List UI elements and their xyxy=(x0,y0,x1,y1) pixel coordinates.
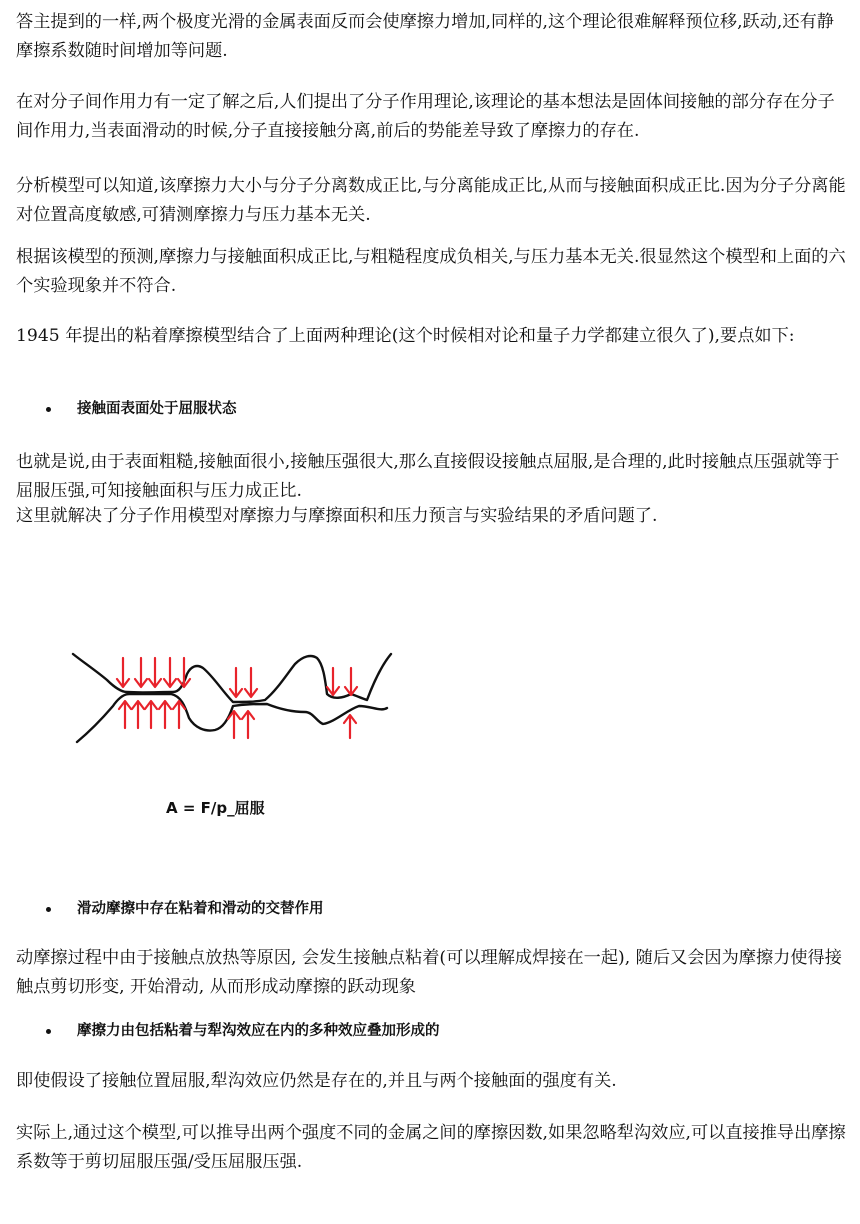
bullet-dot-icon xyxy=(46,407,51,412)
paragraph-10: 实际上,通过这个模型,可以推导出两个强度不同的金属之间的摩擦因数,如果忽略犁沟效应,可以直接推导出摩擦系数等于剪切屈服压强/受压屈服压强. xyxy=(16,1123,846,1172)
contact-points-figure xyxy=(55,636,405,756)
figure-caption: A = F/p_屈服 xyxy=(166,799,265,817)
bullet-text: 滑动摩擦中存在粘着和滑动的交替作用 xyxy=(77,901,324,917)
paragraph-8: 动摩擦过程中由于接触点放热等原因, 会发生接触点粘着(可以理解成焊接在一起), 随后又会因为摩擦力使得接触点剪切形变, 开始滑动, 从而形成动摩擦的跃动现象 xyxy=(16,948,842,997)
paragraph-2: 在对分子间作用力有一定了解之后,人们提出了分子作用理论,该理论的基本想法是固体间接触的部分存在分子间作用力,当表面滑动的时候,分子直接接触分离,前后的势能差导致了摩擦力的存在. xyxy=(16,92,835,141)
bullet-dot-icon xyxy=(46,1029,51,1034)
rough-surfaces-lines xyxy=(73,654,391,742)
paragraph-1: 答主提到的一样,两个极度光滑的金属表面反而会使摩擦力增加,同样的,这个理论很难解释预位移,跃动,还有静摩擦系数随时间增加等问题. xyxy=(16,12,834,61)
paragraph-3: 分析模型可以知道,该摩擦力大小与分子分离数成正比,与分离能成正比,从而与接触面积成正比.因为分子分离能对位置高度敏感,可猜测摩擦力与压力基本无关. xyxy=(16,176,846,225)
paragraph-5: 1945 年提出的粘着摩擦模型结合了上面两种理论(这个时候相对论和量子力学都建立很久了),要点如下: xyxy=(16,326,795,346)
paragraph-7: 这里就解决了分子作用模型对摩擦力与摩擦面积和压力预言与实验结果的矛盾问题了. xyxy=(16,506,658,526)
bullet-text: 摩擦力由包括粘着与犁沟效应在内的多种效应叠加形成的 xyxy=(77,1023,440,1039)
paragraph-6: 也就是说,由于表面粗糙,接触面很小,接触压强很大,那么直接假设接触点屈服,是合理的,此时接触点压强就等于屈服压强,可知接触面积与压力成正比. xyxy=(16,452,840,501)
bullet-text: 接触面表面处于屈服状态 xyxy=(77,401,237,417)
paragraph-9: 即使假设了接触位置屈服,犁沟效应仍然是存在的,并且与两个接触面的强度有关. xyxy=(16,1071,617,1091)
paragraph-4: 根据该模型的预测,摩擦力与接触面积成正比,与粗糙程度成负相关,与压力基本无关.很显然这个模型和上面的六个实验现象并不符合. xyxy=(16,247,846,296)
bullet-dot-icon xyxy=(46,907,51,912)
